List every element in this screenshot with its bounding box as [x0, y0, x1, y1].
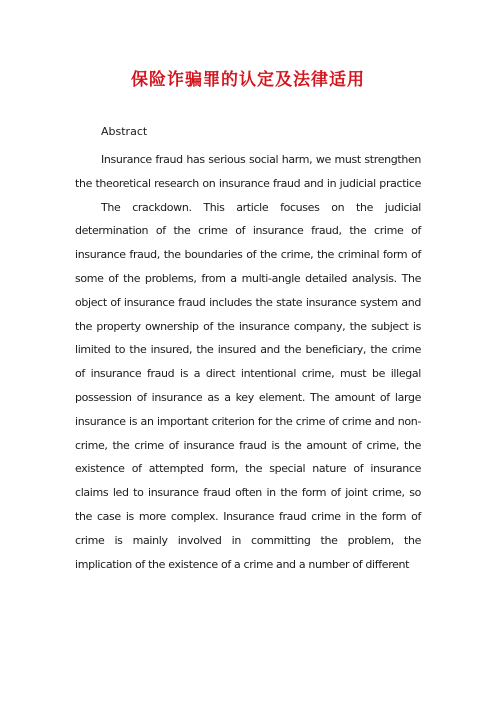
abstract-body	[75, 148, 421, 576]
document-title: 保险诈骗罪的认定及法律适用	[131, 70, 365, 90]
abstract-heading: Abstract	[101, 125, 148, 138]
abstract-paragraph-1: Insurance fraud has serious social harm, we must strengthen the theoretical research on insurance fraud and in judicial practice	[75, 153, 421, 190]
abstract-paragraph-2: The crackdown. This article focuses on the judicial determination of the crime of insurance fraud, the crime of insurance fraud, the boundaries of the crime, the criminal form of some of the problems, from a multi-angle detailed analysis. The object of insurance fraud includes the state insurance system and the property ownership of the insurance company, the subject is limited to the insured, the insured and the beneficiary, the crime of insurance fraud is a direct intentional crime, must be illegal possession of insurance as a key element. The amount of large insurance is an important criterion for the crime of crime and non-crime, the crime of insurance fraud is the amount of crime, the existence of attempted form, the special nature of insurance claims led to insurance fraud often in the form of joint crime, so the case is more complex. Insurance fraud crime in the form of crime is mainly involved in committing the problem, the implication of the existence of a crime and a number of different	[75, 200, 421, 571]
